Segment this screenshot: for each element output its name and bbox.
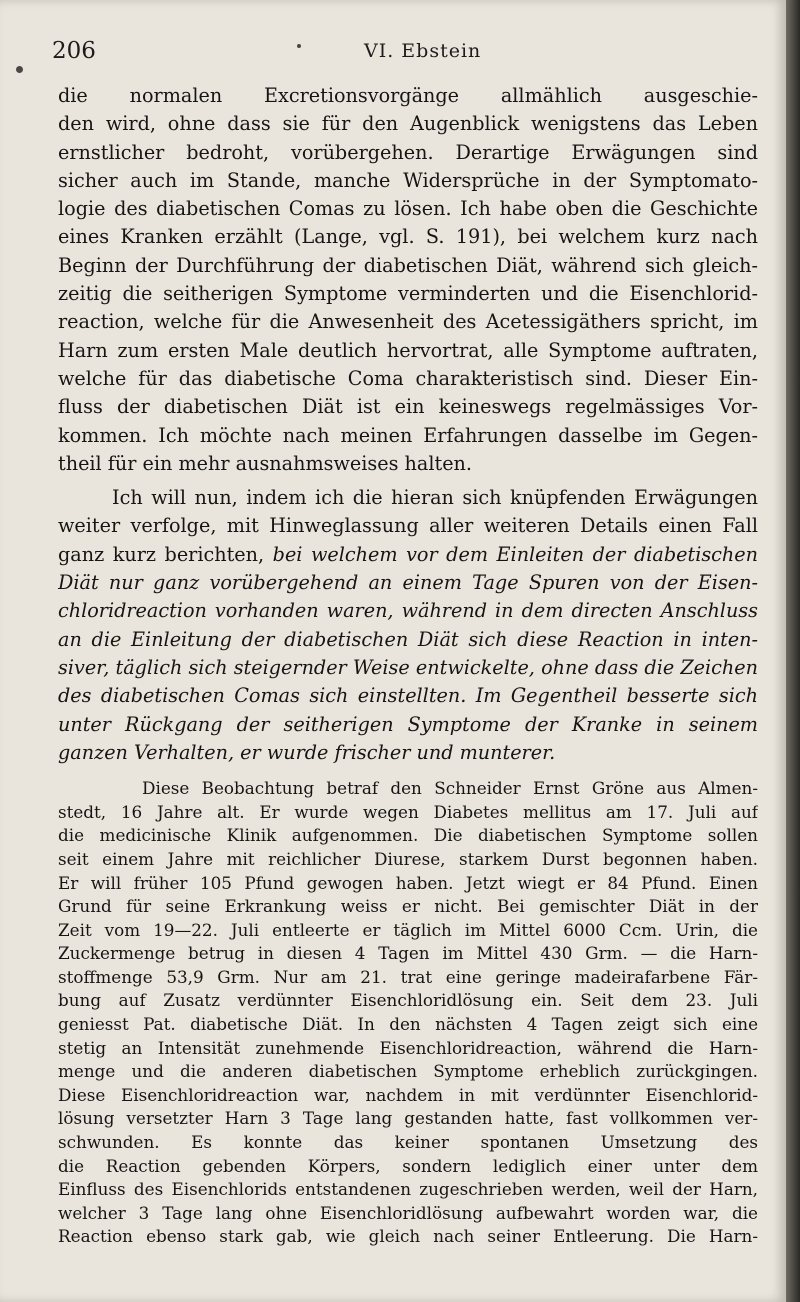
text-line: Zuckermenge betrug in diesen 4 Tagen im Mittel 430 Grm. — die Harn- — [58, 943, 758, 964]
text-line: unter Rückgang der seitherigen Symptome der Kranke in seinem — [58, 712, 758, 736]
paragraph-1 — [58, 82, 758, 478]
italic-fragment: bei welchem vor dem Einleiten der diabetischen — [272, 542, 758, 566]
text-line: theil für ein mehr ausnahmsweises halten. — [58, 451, 473, 475]
text-line: stedt, 16 Jahre alt. Er wurde wegen Diabetes mellitus am 17. Juli auf — [58, 801, 758, 822]
text-line: lösung versetzter Harn 3 Tage lang gestanden hatte, fast vollkommen ver- — [58, 1108, 758, 1129]
text-line: Einfluss des Eisenchlorids entstandenen zugeschrieben werden, weil der Harn, — [58, 1179, 758, 1200]
text-line-mixed — [58, 541, 758, 569]
text-line: Zeit vom 19—22. Juli entleerte er täglich im Mittel 6000 Ccm. Urin, die — [58, 919, 758, 940]
text-line: eines Kranken erzählt (Lange, vgl. S. 191), bei welchem kurz nach — [58, 225, 758, 249]
text-line: welcher 3 Tage lang ohne Eisenchloridlösung aufbewahrt worden war, die — [58, 1202, 758, 1223]
text-line: welche für das diabetische Coma charakteristisch sind. Dieser Ein- — [58, 366, 758, 390]
text-line: seit einem Jahre mit reichlicher Diurese, starkem Durst begonnen haben. — [58, 848, 758, 869]
text-line: chloridreaction vorhanden waren, während in dem directen Anschluss — [58, 599, 758, 623]
text-line: ernstlicher bedroht, vorübergehen. Derartige Erwägungen sind — [58, 140, 758, 164]
text-line: Ich will nun, indem ich die hieran sich knüpfenden Erwägungen — [112, 486, 758, 510]
page-body — [58, 82, 758, 1249]
text-line: schwunden. Es konnte das keiner spontanen Umsetzung des — [58, 1132, 758, 1153]
text-line: stetig an Intensität zunehmende Eisenchloridreaction, während die Harn- — [58, 1037, 758, 1058]
text-line: ganzen Verhalten, er wurde frischer und munterer. — [58, 740, 556, 764]
paragraph-2 — [58, 484, 758, 767]
text-line: Reaction ebenso stark gab, wie gleich nach seiner Entleerung. Die Harn- — [58, 1226, 758, 1247]
text-line: an die Einleitung der diabetischen Diät sich diese Reaction in inten- — [58, 627, 758, 651]
text-line: Harn zum ersten Male deutlich hervortrat, alle Symptome auftraten, — [58, 338, 758, 362]
text-line: weiter verfolge, mit Hinweglassung aller weiteren Details einen Fall — [58, 514, 758, 538]
text-line: Beginn der Durchführung der diabetischen Diät, während sich gleich- — [58, 253, 758, 277]
text-line: fluss der diabetischen Diät ist ein keineswegs regelmässiges Vor- — [58, 395, 758, 419]
text-line: siver, täglich sich steigernder Weise entwickelte, ohne dass die Zeichen — [58, 655, 758, 679]
text-line: logie des diabetischen Comas zu lösen. Ich habe oben die Geschichte — [58, 197, 758, 221]
italic-passage — [58, 569, 758, 767]
case-report — [58, 777, 758, 1249]
text-line: stoffmenge 53,9 Grm. Nur am 21. trat eine geringe madeirafarbene Fär- — [58, 966, 758, 987]
text-line: Grund für seine Erkrankung weiss er nicht. Bei gemischter Diät in der — [58, 896, 758, 917]
text-line: bung auf Zusatz verdünnter Eisenchloridlösung ein. Seit dem 23. Juli — [58, 990, 758, 1011]
text-line: die medicinische Klinik aufgenommen. Die diabetischen Symptome sollen — [58, 825, 758, 846]
text-line: zeitig die seitherigen Symptome verminderten und die Eisenchlorid- — [58, 282, 758, 306]
text-line: geniesst Pat. diabetische Diät. In den nächsten 4 Tagen zeigt sich eine — [58, 1014, 758, 1035]
text-line: kommen. Ich möchte nach meinen Erfahrungen dasselbe im Gegen- — [58, 423, 758, 447]
text-fragment: ganz kurz berichten, — [58, 542, 265, 566]
text-line: menge und die anderen diabetischen Symptome erheblich zurückgingen. — [58, 1061, 758, 1082]
text-line: Diese Beobachtung betraf den Schneider Ernst Gröne aus Almen- — [142, 778, 758, 799]
ink-speck — [16, 66, 23, 73]
text-line: sicher auch im Stande, manche Widersprüche in der Symptomato- — [58, 168, 758, 192]
text-line: die Reaction gebenden Körpers, sondern lediglich einer unter dem — [58, 1155, 758, 1176]
text-line: den wird, ohne dass sie für den Augenblick wenigstens das Leben — [58, 112, 758, 136]
binding-shadow — [786, 0, 800, 1302]
page-number: 206 — [52, 38, 96, 64]
text-line: reaction, welche für die Anwesenheit des Acetessigäthers spricht, im — [58, 310, 758, 334]
page-header — [52, 38, 764, 72]
text-line: Diese Eisenchloridreaction war, nachdem in mit verdünnter Eisenchlorid- — [58, 1084, 758, 1105]
text-line: des diabetischen Comas sich einstellten. Im Gegentheil besserte sich — [58, 684, 758, 708]
text-line: die normalen Excretionsvorgänge allmählich ausgeschie- — [58, 84, 758, 107]
text-line: Er will früher 105 Pfund gewogen haben. Jetzt wiegt er 84 Pfund. Einen — [58, 872, 758, 893]
running-title: VI. Ebstein — [364, 40, 482, 62]
text-line: Diät nur ganz vorübergehend an einem Tage Spuren von der Eisen- — [58, 571, 758, 595]
